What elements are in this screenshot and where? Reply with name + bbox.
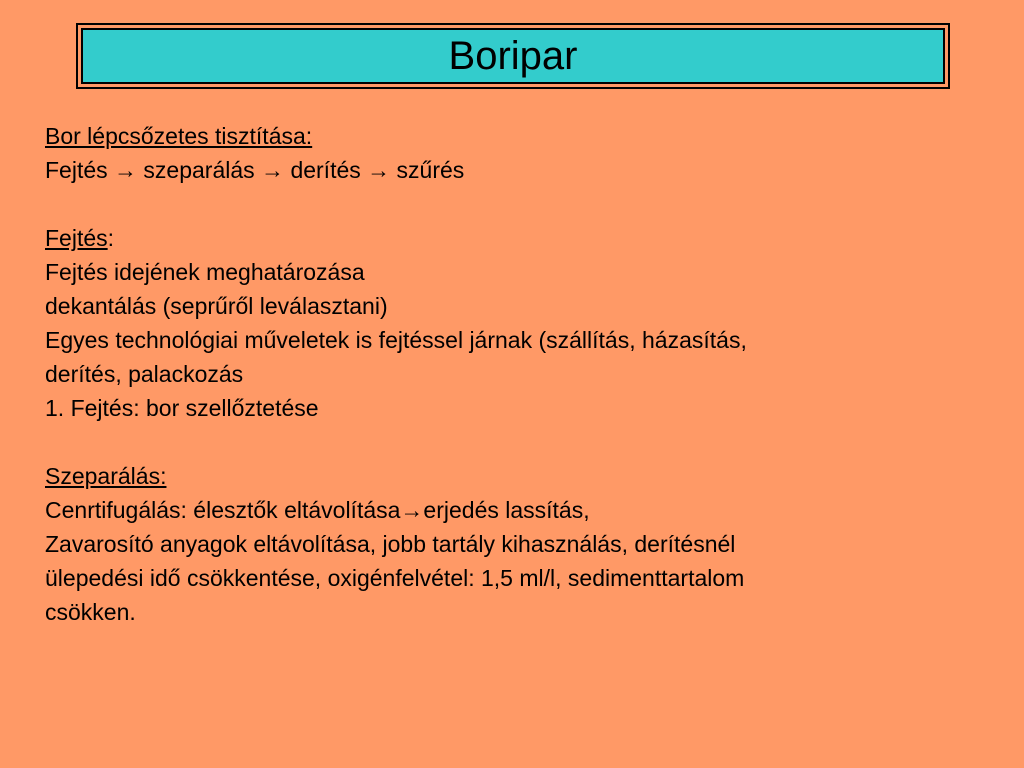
step-3: derítés [290, 157, 361, 183]
section2-colon: : [107, 225, 115, 251]
arrow-right-icon: → [261, 157, 285, 183]
title-frame [76, 23, 950, 89]
section2-heading-line [45, 221, 965, 255]
section3-line: csökken. [45, 599, 136, 625]
step-2: szeparálás [143, 157, 255, 183]
section2-line: dekantálás (seprűről leválasztani) [45, 293, 388, 319]
blank-line [45, 425, 965, 459]
process-steps-line [45, 153, 965, 187]
section2-line: 1. Fejtés: bor szellőztetése [45, 395, 319, 421]
title-panel [81, 28, 945, 84]
section1 [45, 119, 965, 153]
section3-heading-line [45, 459, 965, 493]
section2-line: derítés, palackozás [45, 361, 244, 387]
section3-line1-b: erjedés lassítás, [423, 497, 590, 523]
section2-line: Fejtés idejének meghatározása [45, 259, 365, 285]
section2-heading: Fejtés [45, 225, 108, 251]
section3-heading: Szeparálás: [45, 463, 167, 489]
arrow-right-icon: → [367, 157, 391, 183]
section1-heading: Bor lépcsőzetes tisztítása: [45, 123, 313, 149]
section2-line: Egyes technológiai műveletek is fejtéssel járnak (szállítás, házasítás, [45, 327, 747, 353]
blank-line [45, 187, 965, 221]
step-4: szűrés [396, 157, 465, 183]
section3-line: Zavarosító anyagok eltávolítása, jobb tartály kihasználás, derítésnél [45, 531, 736, 557]
slide-body [45, 119, 965, 629]
step-1: Fejtés [45, 157, 108, 183]
arrow-right-icon: → [114, 157, 138, 183]
section3-line [45, 493, 965, 527]
slide-title: Boripar [448, 34, 578, 78]
section3-line1-a: Cenrtifugálás: élesztők eltávolítása [45, 497, 401, 523]
section3-line: ülepedési idő csökkentése, oxigénfelvétel: 1,5 ml/l, sedimenttartalom [45, 565, 745, 591]
arrow-right-icon: → [400, 497, 424, 523]
